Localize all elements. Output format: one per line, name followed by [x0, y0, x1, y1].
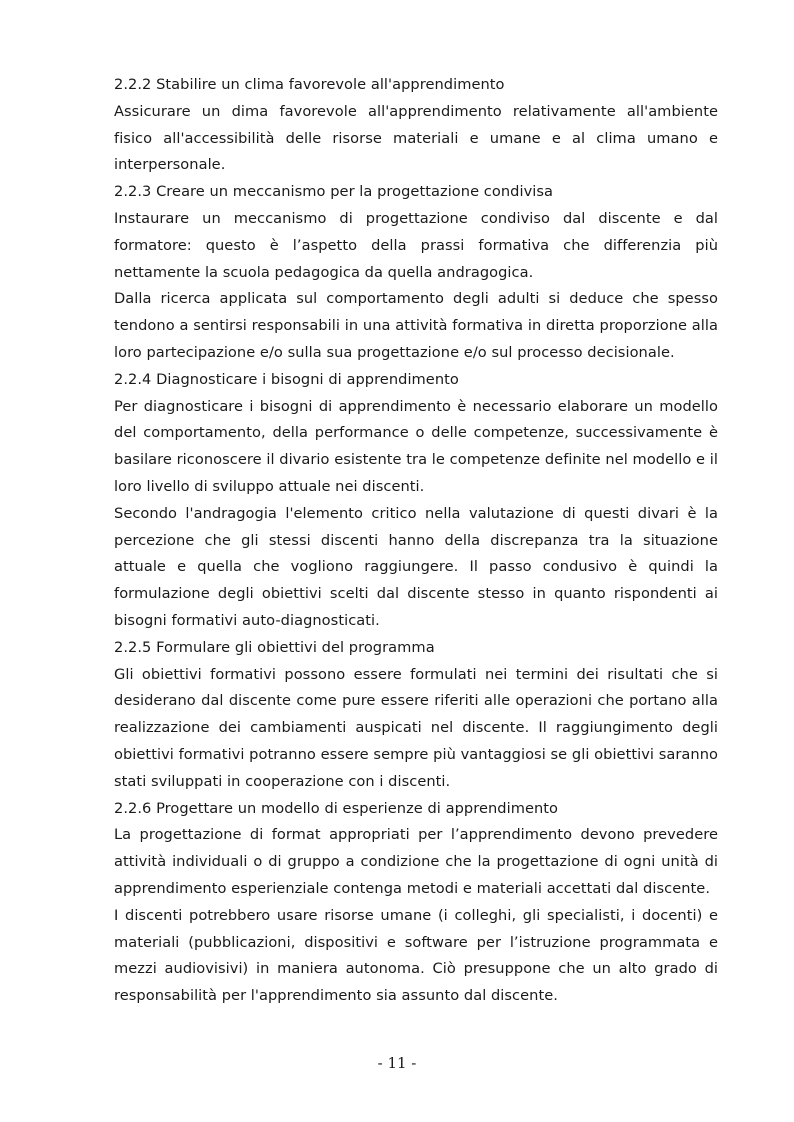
paragraph: Per diagnosticare i bisogni di apprendimento è necessario elaborare un modello del comportamento, della performance o delle competenze, successivamente è basilare riconoscere il divario esistente tra le competenze definite nel modello e il loro livello di sviluppo attuale nei discenti. [114, 397, 718, 495]
page-number: - 11 - [377, 1054, 417, 1072]
section-2-2-3 [114, 179, 718, 367]
section-heading: 2.2.5 Formulare gli obiettivi del programma [114, 638, 435, 656]
section-2-2-4 [114, 367, 718, 635]
section-2-2-2 [114, 72, 718, 179]
section-2-2-5 [114, 635, 718, 796]
paragraph: I discenti potrebbero usare risorse umane (i colleghi, gli specialisti, i docenti) e materiali (pubblicazioni, dispositivi e software per l’istruzione programmata e mezzi audiovisivi) in maniera autonoma. Ciò presuppone che un alto grado di responsabilità per l'apprendimento sia assunto dal discente. [114, 906, 718, 1005]
paragraph: Dalla ricerca applicata sul comportamento degli adulti si deduce che spesso tendono a sentirsi responsabili in una attività formativa in diretta proporzione alla loro partecipazione e/o sulla sua progettazione e/o sul processo decisionale. [114, 290, 718, 361]
paragraph: La progettazione di format appropriati per l’apprendimento devono prevedere attività individuali o di gruppo a condizione che la progettazione di ogni unità di apprendimento esperienziale contenga metodi e materiali accettati dal discente. [114, 826, 718, 897]
paragraph: Instaurare un meccanismo di progettazione condiviso dal discente e dal formatore: questo è l’aspetto della prassi formativa che differenzia più nettamente la scuola pedagogica da quella andragogica. [114, 209, 718, 281]
page-body [114, 72, 718, 1010]
paragraph: Gli obiettivi formativi possono essere formulati nei termini dei risultati che si desiderano dal discente come pure essere riferiti alle operazioni che portano alla realizzazione dei cambiamenti auspicati nel discente. Il raggiungimento degli obiettivi formativi potranno essere sempre più vantaggiosi se gli obiettivi saranno stati sviluppati in cooperazione con i discenti. [114, 665, 718, 790]
section-2-2-6 [114, 796, 718, 1010]
paragraph: Secondo l'andragogia l'elemento critico nella valutazione di questi divari è la percezione che gli stessi discenti hanno della discrepanza tra la situazione attuale e quella che vogliono raggiungere. Il passo condusivo è quindi la formulazione degli obiettivi scelti dal discente stesso in quanto rispondenti ai bisogni formativi auto-diagnosticati. [114, 504, 718, 629]
section-heading: 2.2.3 Creare un meccanismo per la progettazione condivisa [114, 183, 554, 201]
section-heading: 2.2.4 Diagnosticare i bisogni di apprendimento [114, 370, 459, 388]
section-heading: 2.2.6 Progettare un modello di esperienze di apprendimento [114, 799, 559, 817]
paragraph: Assicurare un dima favorevole all'apprendimento relativamente all'ambiente fisico all'accessibilità delle risorse materiali e umane e al clima umano e interpersonale. [114, 102, 718, 174]
section-heading: 2.2.2 Stabilire un clima favorevole all'apprendimento [114, 76, 505, 93]
